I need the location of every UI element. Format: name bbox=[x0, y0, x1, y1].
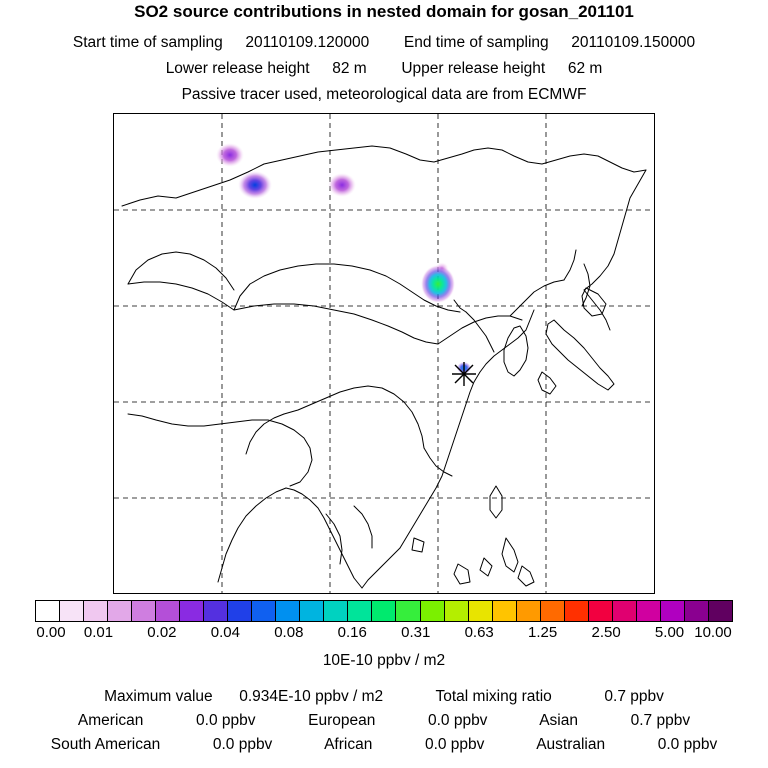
start-time-label: Start time of sampling bbox=[72, 34, 223, 51]
colorbar bbox=[35, 600, 733, 622]
tracer-note: Passive tracer used, meteorological data are from ECMWF bbox=[181, 86, 587, 103]
plume-layer bbox=[216, 143, 471, 374]
total-mixing-ratio-label: Total mixing ratio bbox=[435, 688, 552, 705]
colorbar-tick-1: 0.01 bbox=[83, 624, 114, 641]
colorbar-tick-11: 10.00 bbox=[694, 624, 732, 641]
total-mixing-ratio-value: 0.7 ppbv bbox=[604, 688, 664, 705]
colorbar-cell-6 bbox=[180, 601, 204, 621]
sampling-time-line bbox=[0, 34, 768, 52]
colorbar-cell-24 bbox=[613, 601, 637, 621]
colorbar-cell-20 bbox=[517, 601, 541, 621]
european-label: European bbox=[308, 712, 376, 729]
plume-main bbox=[421, 265, 455, 303]
colorbar-cell-21 bbox=[541, 601, 565, 621]
colorbar-cell-13 bbox=[348, 601, 372, 621]
map-graticule bbox=[114, 114, 654, 593]
colorbar-cell-2 bbox=[84, 601, 108, 621]
colorbar-cell-26 bbox=[661, 601, 685, 621]
colorbar-tick-2: 0.02 bbox=[147, 624, 177, 641]
upper-release-label: Upper release height bbox=[401, 60, 546, 77]
colorbar-cell-11 bbox=[300, 601, 324, 621]
colorbar-cell-4 bbox=[132, 601, 156, 621]
colorbar-cell-17 bbox=[445, 601, 469, 621]
colorbar-cell-18 bbox=[469, 601, 493, 621]
start-time-value: 20110109.120000 bbox=[245, 34, 370, 51]
australian-value: 0.0 ppbv bbox=[657, 736, 718, 753]
colorbar-cell-1 bbox=[60, 601, 84, 621]
colorbar-tick-labels bbox=[0, 624, 768, 642]
colorbar-cell-15 bbox=[396, 601, 420, 621]
plume-nw-1 bbox=[216, 143, 244, 167]
colorbar-cell-25 bbox=[637, 601, 661, 621]
map-panel bbox=[113, 113, 655, 594]
colorbar-tick-8: 1.25 bbox=[528, 624, 558, 641]
colorbar-cell-7 bbox=[204, 601, 228, 621]
colorbar-cell-9 bbox=[252, 601, 276, 621]
african-value: 0.0 ppbv bbox=[424, 736, 485, 753]
receptor-marker-icon bbox=[452, 362, 476, 386]
american-label: American bbox=[77, 712, 144, 729]
colorbar-cell-12 bbox=[324, 601, 348, 621]
asian-label: Asian bbox=[539, 712, 578, 729]
african-label: African bbox=[324, 736, 373, 753]
colorbar-cell-19 bbox=[493, 601, 517, 621]
asian-value: 0.7 ppbv bbox=[630, 712, 691, 729]
max-value-value: 0.934E-10 ppbv / m2 bbox=[239, 688, 384, 705]
lower-release-value: 82 m bbox=[332, 60, 367, 77]
colorbar-cell-16 bbox=[421, 601, 445, 621]
map-canvas bbox=[114, 114, 654, 593]
summary-row-2 bbox=[0, 736, 768, 754]
south-american-label: South American bbox=[50, 736, 161, 753]
upper-release-value: 62 m bbox=[567, 60, 603, 77]
colorbar-cell-14 bbox=[372, 601, 396, 621]
colorbar-tick-0: 0.00 bbox=[36, 624, 66, 641]
colorbar-tick-7: 0.63 bbox=[464, 624, 494, 641]
european-value: 0.0 ppbv bbox=[427, 712, 488, 729]
colorbar-cell-27 bbox=[685, 601, 709, 621]
release-height-line bbox=[0, 60, 768, 78]
lower-release-label: Lower release height bbox=[165, 60, 310, 77]
colorbar-tick-3: 0.04 bbox=[210, 624, 240, 641]
colorbar-cell-10 bbox=[276, 601, 300, 621]
colorbar-cell-0 bbox=[36, 601, 60, 621]
colorbar-tick-10: 5.00 bbox=[654, 624, 685, 641]
page-title: SO2 source contributions in nested domain for gosan_201101 bbox=[134, 2, 634, 21]
plume-nw-3 bbox=[328, 173, 356, 197]
colorbar-cell-23 bbox=[589, 601, 613, 621]
summary-line-max bbox=[0, 688, 768, 706]
colorbar-unit-label: 10E-10 ppbv / m2 bbox=[322, 652, 446, 669]
colorbar-cell-28 bbox=[709, 601, 732, 621]
colorbar-cell-5 bbox=[156, 601, 180, 621]
max-value-label: Maximum value bbox=[104, 688, 213, 705]
summary-row-1 bbox=[0, 712, 768, 730]
australian-label: Australian bbox=[536, 736, 606, 753]
colorbar-tick-9: 2.50 bbox=[591, 624, 621, 641]
colorbar-tick-4: 0.08 bbox=[274, 624, 304, 641]
end-time-label: End time of sampling bbox=[403, 34, 549, 51]
map-coastlines bbox=[122, 146, 646, 588]
colorbar-cell-22 bbox=[565, 601, 589, 621]
colorbar-tick-6: 0.31 bbox=[401, 624, 431, 641]
south-american-value: 0.0 ppbv bbox=[212, 736, 273, 753]
colorbar-cell-8 bbox=[228, 601, 252, 621]
end-time-value: 20110109.150000 bbox=[571, 34, 696, 51]
colorbar-tick-5: 0.16 bbox=[337, 624, 367, 641]
american-value: 0.0 ppbv bbox=[196, 712, 256, 729]
colorbar-cell-3 bbox=[108, 601, 132, 621]
plume-nw-2 bbox=[238, 171, 272, 199]
